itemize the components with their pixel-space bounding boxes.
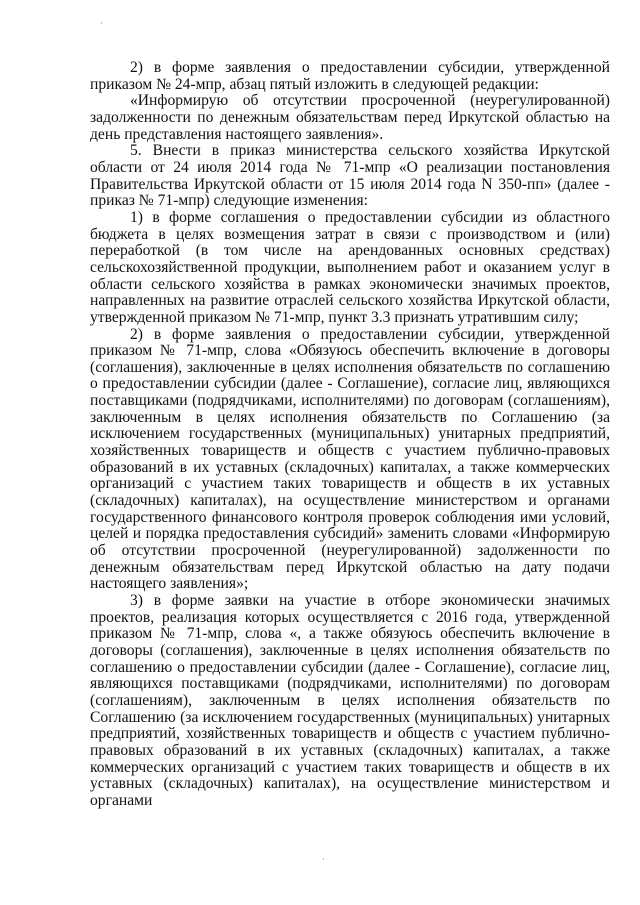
paragraph-4: 1) в форме соглашения о предоставлении субсидии из областного бюджета в целях возмещения затрат в связи с производством и (или) переработкой (в том числе на арендованных основных средствах) сельскохозяйственной продукции, выполнением работ и оказанием услуг в области сельского хозяйства в рамках экономически значимых проектов, направленных на развитие отраслей сельского хозяйства Иркутской области, утвержденной приказом № 71-мпр, пункт 3.3 признать утратившим силу;	[90, 208, 610, 326]
paragraph-6: 3) в форме заявки на участие в отборе экономически значимых проектов, реализация которых осуществляется с 2016 года, утвержденной приказом № 71-мпр, слова «, а также обязуюсь обеспечить включение в договоры (соглашения), заключенные в целях исполнения обязательств по соглашению о предоставлении субсидии (далее - Соглашение), согласие лиц, являющихся поставщиками (подрядчиками, исполнителями) по договорам (соглашениям), заключенным в целях исполнения обязательств по Соглашению (за исключением государственных (муниципальных) унитарных предприятий, хозяйственных товариществ и обществ с участием публично-правовых образований в их уставных (складочных) капиталах, а также коммерческих организаций с участием таких товариществ и обществ в их уставных (складочных) капиталах), на осуществление министерством и органами	[90, 592, 610, 809]
paragraph-3: 5. Внести в приказ министерства сельского хозяйства Иркутской области от 24 июля 2014 года № 71-мпр «О реализации постановления Правительства Иркутской области от 15 июля 2014 года N 350-пп» (далее - приказ № 71-мпр) следующие изменения:	[90, 142, 610, 210]
paragraph-1: 2) в форме заявления о предоставлении субсидии, утвержденной приказом № 24-мпр, абзац пятый изложить в следующей редакции:	[90, 59, 610, 93]
scan-speck: ·	[100, 19, 103, 29]
scan-speck: ·	[322, 855, 325, 865]
paragraph-2: «Информирую об отсутствии просроченной (неурегулированной) задолженности по денежным обязательствам перед Иркутской областью на день представления настоящего заявления».	[90, 92, 610, 143]
document-body	[90, 60, 610, 810]
paragraph-5: 2) в форме заявления о предоставлении субсидии, утвержденной приказом № 71-мпр, слова «Обязуюсь обеспечить включение в договоры (соглашения), заключенные в целях исполнения обязательств по соглашению о предоставлении субсидии (далее - Соглашение), согласие лиц, являющихся поставщиками (подрядчиками, исполнителями) по договорам (соглашениям), заключенным в целях исполнения обязательств по Соглашению (за исключением государственных (муниципальных) унитарных предприятий, хозяйственных товариществ и обществ с участием публично-правовых образований в их уставных (складочных) капиталах, а также коммерческих организаций с участием таких товариществ и обществ в их уставных (складочных) капиталах), на осуществление министерством и органами государственного финансового контроля проверок соблюдения ими условий, целей и порядка предоставления субсидий» заменить словами «Информирую об отсутствии просроченной (неурегулированной) задолженности по денежным обязательствам перед Иркутской областью на дату подачи настоящего заявления»;	[90, 325, 610, 593]
